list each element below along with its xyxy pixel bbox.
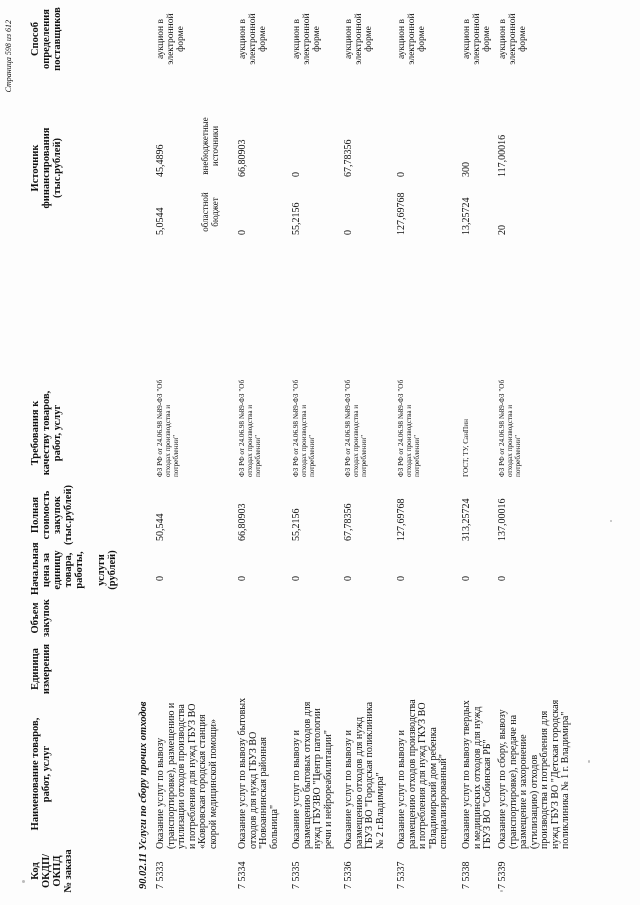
header-price: Начальная цена за единицу товара, работы, услуги (рублей)	[30, 542, 118, 595]
row-total: 55,2156	[291, 508, 302, 541]
row-requirements: ФЗ РФ от 24.06.98 №89-ФЗ "Об отходах производства и потреблении"	[344, 379, 368, 477]
page-number: Страница 598 из 612	[4, 20, 13, 93]
header-extra-budget: внебюджетные источники	[200, 117, 220, 175]
row-name: Оказание услуг по вывозу и размещению бытовых отходов для нужд ГБУЗВО "Центр патологии речи и нейрореабилитации"	[291, 701, 334, 849]
row-method: аукцион в электронной форме	[292, 13, 322, 65]
row-number: 7 5334	[237, 861, 248, 889]
section-title: 90.02.11 Услуги по сбору прочих отходов	[138, 701, 149, 889]
row-price: 0	[461, 576, 472, 581]
row-price: 0	[343, 576, 354, 581]
row-total: 66,80903	[237, 503, 248, 541]
scan-noise	[500, 890, 503, 892]
row-method: аукцион в электронной форме	[397, 13, 427, 65]
row-requirements: ГОСТ, ТУ, СанПин	[462, 419, 470, 477]
row-method: аукцион в электронной форме	[344, 13, 374, 65]
row-number: 7 5338	[461, 861, 472, 889]
row-number: 7 5339	[497, 861, 508, 889]
row-total: 127,69768	[396, 498, 407, 541]
row-regional: 0	[237, 230, 248, 235]
row-regional: 127,69768	[396, 192, 407, 235]
row-number: 7 5336	[343, 861, 354, 889]
row-method: аукцион в электронной форме	[498, 13, 528, 65]
row-extra: 67,78356	[343, 139, 354, 177]
row-total: 313,25724	[461, 498, 472, 541]
scan-noise	[22, 880, 25, 883]
header-volume: Объем закупок	[30, 599, 52, 637]
row-extra: 66,80903	[237, 139, 248, 177]
header-name: Наименование товаров, работ, услуг	[30, 717, 52, 831]
row-regional: 13,25724	[461, 197, 472, 235]
header-requirements: Требования к качеству товаров, работ, услуг	[30, 390, 63, 476]
row-regional: 5,0544	[155, 207, 166, 235]
header-method: Способ определения поставщиков	[30, 7, 63, 71]
row-total: 50,544	[155, 513, 166, 541]
scan-noise	[588, 760, 590, 763]
row-name: Оказание услуг по вывозу и размещению отходов для нужд ГБУЗ ВО "Городская поликлиника № 2 г.Владимира"	[343, 701, 386, 849]
row-regional: 20	[497, 225, 508, 235]
row-requirements: ФЗ РФ от 24.06.98 №89-ФЗ "Об отходах производства и потреблении"	[156, 379, 180, 477]
row-method: аукцион в электронной форме	[462, 13, 492, 65]
row-price: 0	[155, 576, 166, 581]
row-regional: 0	[343, 230, 354, 235]
header-regional-budget: областной бюджет	[200, 192, 220, 232]
row-name: Оказание услуг по сбору, вывозу (транспортировке), передаче на размещение и захоронение (утилизацию) отходов производства и потребления для нужд ГБУЗ ВО "Детская городская поликлиника № 1 г. Владимира"	[497, 699, 571, 849]
header-code: Код ОКДП/ ОКПД № заказа	[30, 849, 74, 893]
scan-noise	[610, 520, 612, 522]
row-extra: 300	[461, 162, 472, 177]
row-extra: 45,4896	[155, 144, 166, 177]
row-price: 0	[497, 576, 508, 581]
header-unit: Единица измерения	[30, 643, 52, 695]
row-total: 67,78356	[343, 503, 354, 541]
row-number: 7 5333	[155, 861, 166, 889]
row-name: Оказание услуг по вывозу и размещению отходов производства и потребления для нужд ГКУЗ ВО "Владимирский дом ребенка специализированный"	[396, 699, 449, 849]
row-requirements: ФЗ РФ от 24.06.98 №89-ФЗ "Об отходах производства и потреблении"	[397, 379, 421, 477]
row-regional: 55,2156	[291, 202, 302, 235]
row-price: 0	[396, 576, 407, 581]
row-requirements: ФЗ РФ от 24.06.98 №89-ФЗ "Об отходах производства и потреблении"	[292, 379, 316, 477]
row-price: 0	[291, 576, 302, 581]
row-requirements: ФЗ РФ от 24.06.98 №89-ФЗ "Об отходах производства и потреблении"	[498, 379, 522, 477]
row-requirements: ФЗ РФ от 24.06.98 №89-ФЗ "Об отходах производства и потреблении"	[238, 379, 262, 477]
row-extra: 0	[291, 172, 302, 177]
row-method: аукцион в электронной форме	[238, 13, 268, 65]
row-price: 0	[237, 576, 248, 581]
row-number: 7 5337	[396, 861, 407, 889]
row-name: Оказание услуг по вывозу (транспортировке), размещению и утилизации отходов производства и потребления для нужд ГБУЗ ВО «Ковровская городская станция скорой медицинской помощи»	[155, 702, 219, 849]
header-sources: Источник финансирования (тыс.рублей)	[30, 127, 63, 209]
row-method: аукцион в электронной форме	[156, 13, 186, 65]
row-total: 137,00016	[497, 498, 508, 541]
row-name: Оказание услуг по вывозу бытовых отходов для нужд ГБУЗ ВО "Новоаннинская районная больница"	[237, 697, 280, 849]
header-total: Полная стоимость закупок (тыс.рублей)	[30, 484, 74, 546]
row-extra: 117,00016	[497, 134, 508, 177]
row-name: Оказание услуг по вывозу твердых и медицинских отходов для нужд ГБУЗ ВО "Собинская РБ"	[461, 700, 493, 849]
row-extra: 0	[396, 172, 407, 177]
row-number: 7 5335	[291, 861, 302, 889]
